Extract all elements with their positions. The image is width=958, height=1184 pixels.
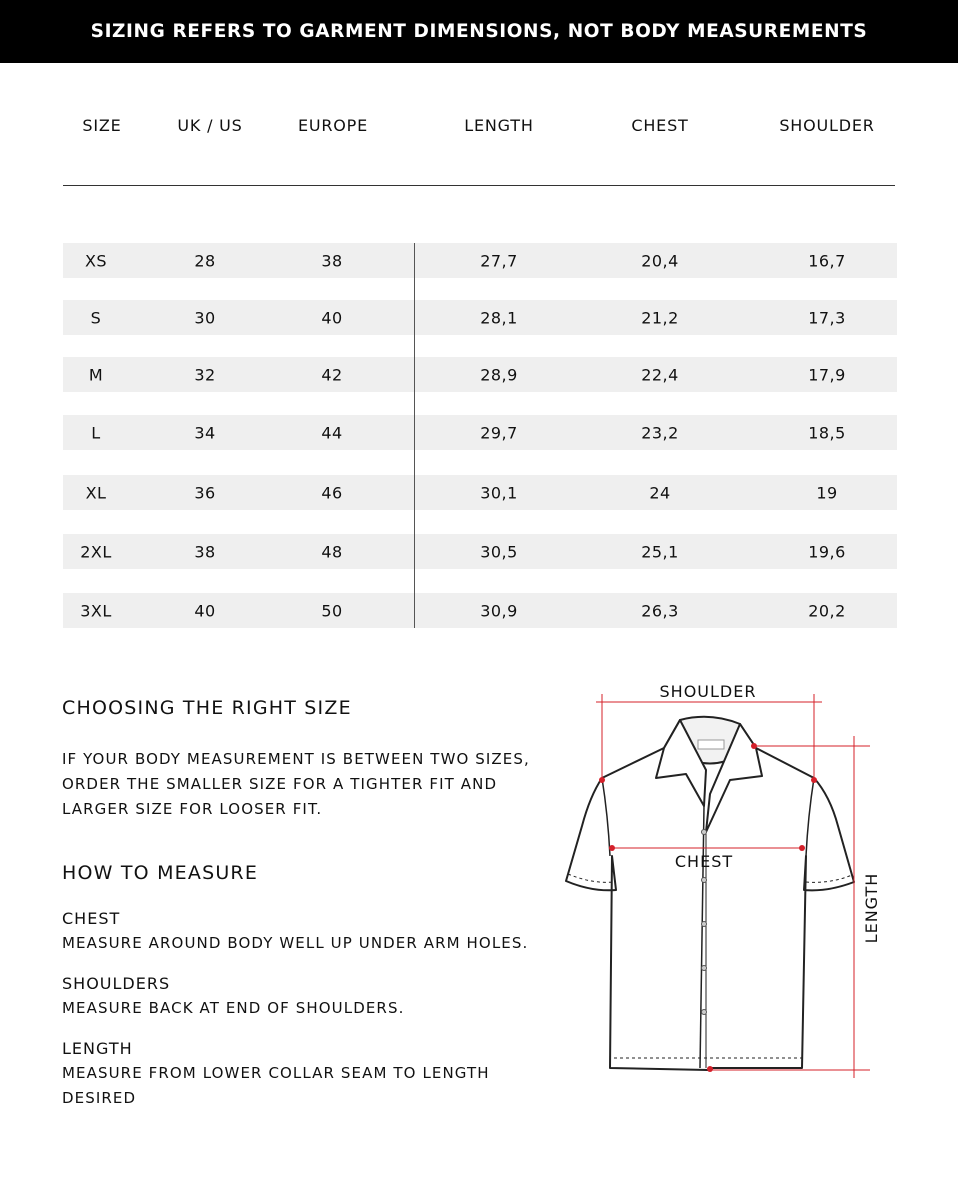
chest-title: CHEST [62,909,121,928]
shoulder-cell: 17,3 [808,308,846,327]
chest-cell: 21,2 [641,308,679,327]
shoulder-cell: 20,2 [808,601,846,620]
page-banner: SIZING REFERS TO GARMENT DIMENSIONS, NOT BODY MEASUREMENTS [0,0,958,63]
length-cell: 30,5 [480,542,518,561]
size-cell: S [90,308,102,327]
uk-us-cell: 36 [194,483,216,502]
table-column-divider [414,243,415,628]
table-row [63,415,897,450]
how-to-measure-title: HOW TO MEASURE [62,862,259,884]
length-cell: 28,1 [480,308,518,327]
length-cell: 27,7 [480,251,518,270]
length-title: LENGTH [62,1039,133,1058]
chest-cell: 22,4 [641,365,679,384]
shoulders-title: SHOULDERS [62,974,171,993]
column-header-length: LENGTH [464,116,534,135]
column-header-shoulder: SHOULDER [779,116,875,135]
size-cell: 2XL [80,542,112,561]
column-header-size: SIZE [82,116,122,135]
europe-cell: 48 [321,542,343,561]
chest-cell: 20,4 [641,251,679,270]
table-row [63,475,897,510]
size-cell: L [91,423,101,442]
shoulder-cell: 19,6 [808,542,846,561]
length-cell: 30,9 [480,601,518,620]
shoulder-cell: 17,9 [808,365,846,384]
size-cell: XL [85,483,107,502]
europe-cell: 44 [321,423,343,442]
shoulder-cell: 18,5 [808,423,846,442]
uk-us-cell: 32 [194,365,216,384]
length-label: LENGTH [862,872,881,944]
chest-cell: 24 [649,483,671,502]
chest-label: CHEST [674,852,734,871]
europe-cell: 42 [321,365,343,384]
shoulder-cell: 19 [816,483,838,502]
chest-text: MEASURE AROUND BODY WELL UP UNDER ARM HOLES. [62,934,529,952]
length-text: MEASURE FROM LOWER COLLAR SEAM TO LENGTH DESIRED [62,1064,490,1107]
table-row [63,534,897,569]
size-cell: 3XL [80,601,112,620]
chest-cell: 26,3 [641,601,679,620]
uk-us-cell: 28 [194,251,216,270]
shirt-illustration [566,717,854,1070]
shoulder-label: SHOULDER [659,682,757,701]
europe-cell: 46 [321,483,343,502]
uk-us-cell: 38 [194,542,216,561]
uk-us-cell: 40 [194,601,216,620]
shoulders-text: MEASURE BACK AT END OF SHOULDERS. [62,999,405,1017]
choosing-size-text: IF YOUR BODY MEASUREMENT IS BETWEEN TWO SIZES, ORDER THE SMALLER SIZE FOR A TIGHTER FIT AND LARGER SIZE FOR LOOSER FIT. [62,750,530,818]
table-row [63,243,897,278]
collar-tag [698,740,724,749]
length-cell: 30,1 [480,483,518,502]
column-header-chest: CHEST [631,116,689,135]
europe-cell: 40 [321,308,343,327]
uk-us-cell: 34 [194,423,216,442]
length-cell: 28,9 [480,365,518,384]
choosing-size-title: CHOOSING THE RIGHT SIZE [62,697,352,719]
shoulder-cell: 16,7 [808,251,846,270]
shirt-measurement-diagram [560,676,900,1096]
table-row [63,593,897,628]
uk-us-cell: 30 [194,308,216,327]
column-header-uk-us: UK / US [177,116,243,135]
length-cell: 29,7 [480,423,518,442]
size-cell: M [88,365,104,384]
column-header-europe: EUROPE [297,116,369,135]
europe-cell: 38 [321,251,343,270]
chest-cell: 23,2 [641,423,679,442]
header-divider [63,185,895,186]
chest-cell: 25,1 [641,542,679,561]
table-row [63,357,897,392]
size-cell: XS [84,251,108,270]
table-row [63,300,897,335]
europe-cell: 50 [321,601,343,620]
